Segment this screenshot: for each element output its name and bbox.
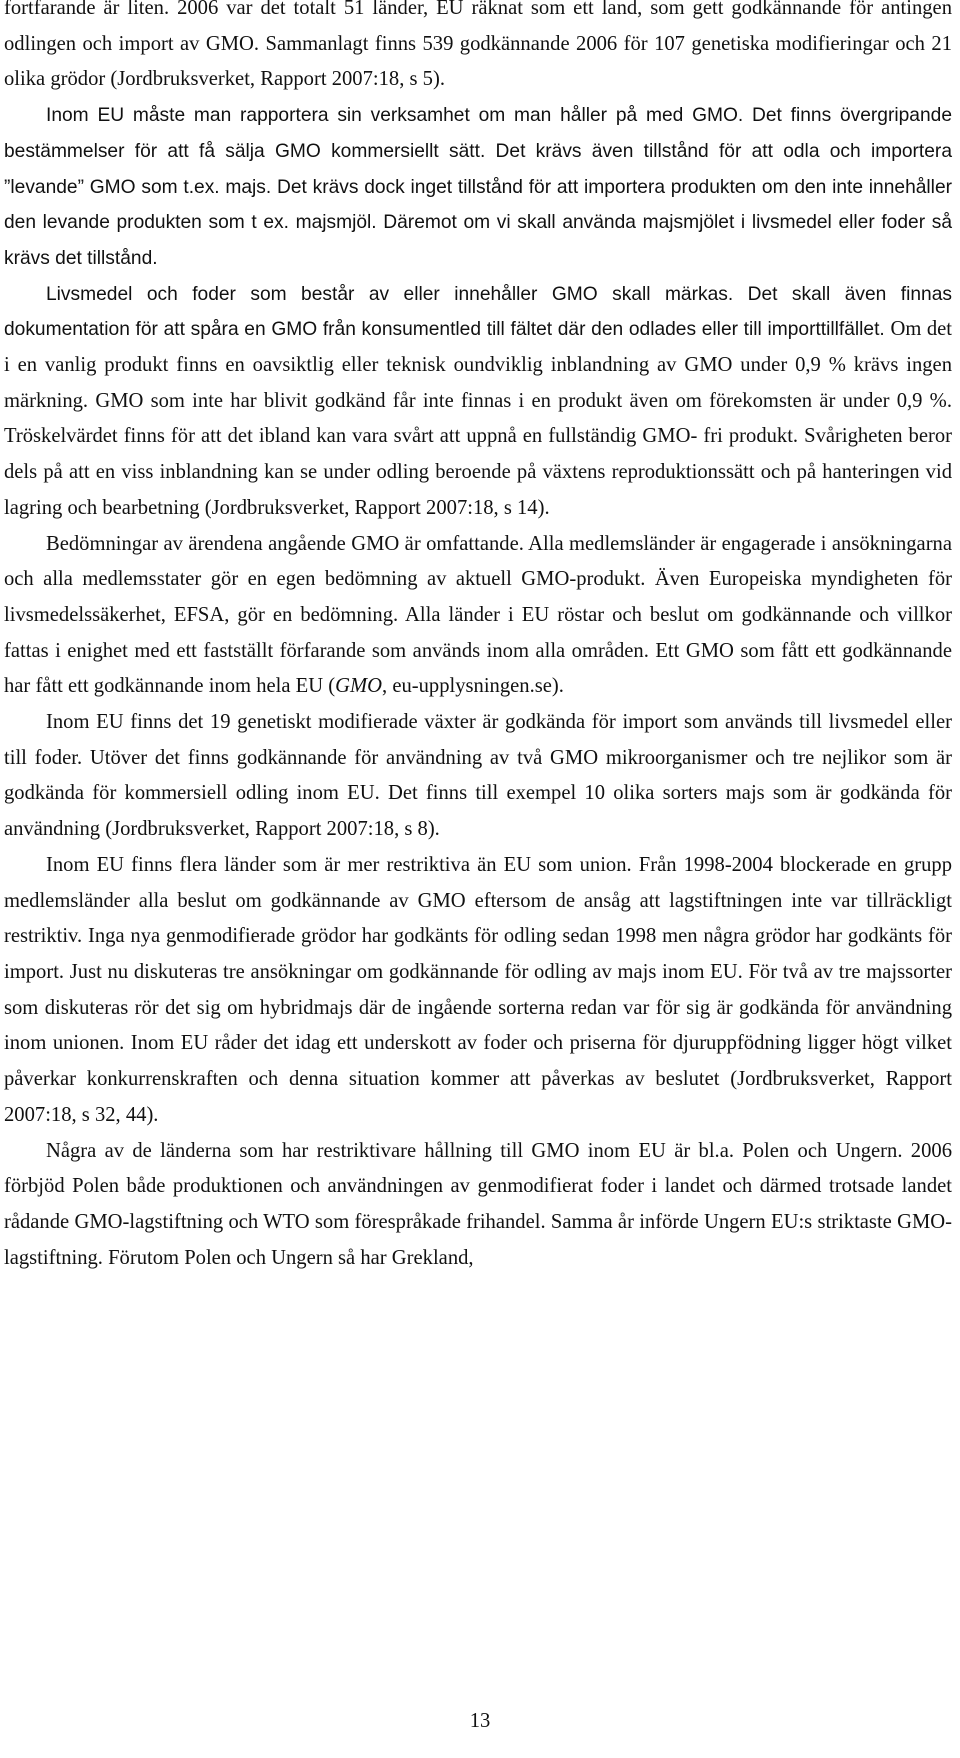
- paragraph-5: [4, 705, 952, 848]
- text-segment: Livsmedel och foder som består av eller innehåller GMO skall märkas. Det skall även finnas dokumentation för att spåra en GMO från konsumentled till fältet där den odlades eller till importtillfället.: [4, 283, 952, 341]
- text-segment: Inom EU finns flera länder som är mer restriktiva än EU som union. Från 1998-2004 blockerade en grupp medlemsländer alla beslut om godkännande av GMO eftersom de ansåg att lagstiftningen inte var tillräckligt restriktiv. Inga nya genmodifierade grödor har godkänts för odling sedan 1998 men några grödor har godkänts för import. Just nu diskuteras tre ansökningar om godkännande för odling av majs inom EU. För två av tre majssorter som diskuteras rör det sig om hybridmajs där de ingående sorterna redan var för sig är godkända för användning inom unionen. Inom EU råder det idag ett underskott av foder och priserna för djuruppfödning ligger högt vilket påverkar konkurrenskraften och denna situation kommer att påverkas av beslutet (Jordbruksverket, Rapport 2007:18, s 32, 44).: [4, 853, 952, 1126]
- paragraph-2: [4, 98, 952, 277]
- text-segment: Några av de länderna som har restriktivare hållning till GMO inom EU är bl.a. Polen och Ungern. 2006 förbjöd Polen både produktionen och användningen av genmodifierat foder i landet och därmed trotsade landet rådande GMO-lagstiftning och WTO som förespråkade frihandel. Samma år införde Ungern EU:s striktaste GMO-lagstiftning. Förutom Polen och Ungern så har Grekland,: [4, 1139, 952, 1269]
- paragraph-7: [4, 1134, 952, 1277]
- text-segment: fortfarande är liten. 2006 var det totalt 51 länder, EU räknat som ett land, som gett godkännande för antingen odlingen och import av GMO. Sammanlagt finns 539 godkännande 2006 för 107 genetiska modifieringar och 21 olika grödor (Jordbruksverket, Rapport 2007:18, s 5).: [4, 0, 952, 91]
- paragraph-1: [4, 0, 952, 98]
- paragraph-4: [4, 527, 952, 706]
- paragraph-6: [4, 848, 952, 1134]
- italic-text-segment: GMO: [335, 675, 383, 698]
- paragraph-3: [4, 277, 952, 527]
- text-segment: Om det i en vanlig produkt finns en oavsiktlig eller teknisk oundviklig inblandning av GMO under 0,9 % krävs ingen märkning. GMO som inte har blivit godkänd får inte finnas i en produkt även om förekomsten är under 0,9 %. Tröskelvärdet finns för att det ibland kan vara svårt att uppnå en fullständig GMO- fri produkt. Svårigheten beror dels på att en viss inblandning kan se under odling beroende på växtens reproduktionssätt och på hanteringen vid lagring och bearbetning (Jordbruksverket, Rapport 2007:18, s 14).: [4, 318, 952, 519]
- body-text: [4, 0, 952, 1276]
- text-segment: Inom EU finns det 19 genetiskt modifierade växter är godkända för import som används till livsmedel eller till foder. Utöver det finns godkännande för användning av två GMO mikroorganismer och tre nejlikor som är godkända för kommersiell odling inom EU. Det finns till exempel 10 olika sorters majs som är godkända för användning (Jordbruksverket, Rapport 2007:18, s 8).: [4, 711, 952, 841]
- text-segment: Bedömningar av ärendena angående GMO är omfattande. Alla medlemsländer är engagerade i ansökningarna och alla medlemsstater gör en egen bedömning av aktuell GMO-produkt. Även Europeiska myndigheten för livsmedelssäkerhet, EFSA, gör en bedömning. Alla länder i EU röstar och beslut om godkännande och villkor fattas i enighet med ett fastställt förfarande som används inom alla områden. Ett GMO som fått ett godkännande har fått ett godkännande inom hela EU (: [4, 532, 952, 698]
- text-segment: Inom EU måste man rapportera sin verksamhet om man håller på med GMO. Det finns övergripande bestämmelser för att få sälja GMO kommersiellt sätt. Det krävs även tillstånd för att odla och importera ”levande” GMO som t.ex. majs. Det krävs dock inget tillstånd för att importera produkten om den inte innehåller den levande produkten som t ex. majsmjöl. Däremot om vi skall använda majsmjölet i livsmedel eller foder så krävs det tillstånd.: [4, 105, 952, 269]
- page-number: 13: [469, 1710, 491, 1732]
- text-segment: , eu-upplysningen.se).: [382, 675, 564, 698]
